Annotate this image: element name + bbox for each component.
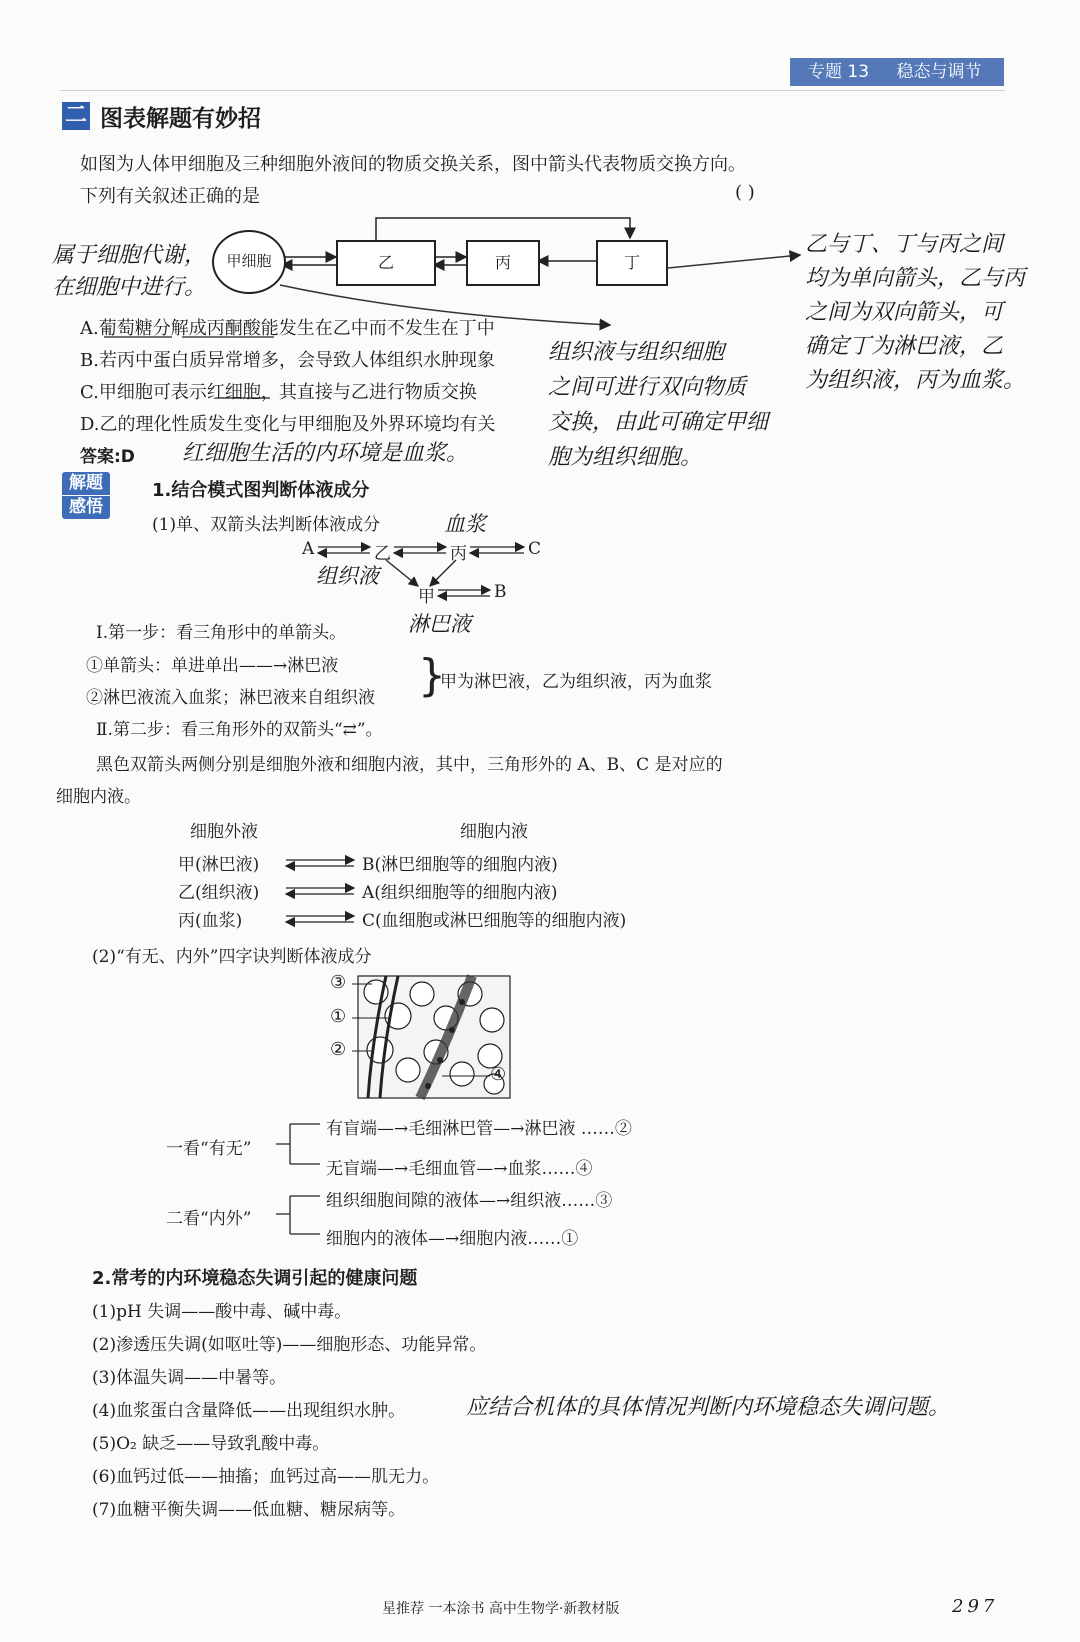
fig-label-4: ④ bbox=[490, 1064, 507, 1085]
fig-label-1: ① bbox=[330, 1006, 347, 1027]
note-tissue-line: 交换，由此可确定甲细 bbox=[548, 410, 769, 435]
pair-left: 乙(组织液) bbox=[178, 883, 260, 903]
problem-item: (7)血糖平衡失调——低血糖、糖尿病等。 bbox=[92, 1500, 406, 1520]
look-2-intracellular: 细胞内的液体—→细胞内液……① bbox=[326, 1229, 579, 1249]
note-tissue-line: 之间可进行双向物质 bbox=[548, 375, 747, 400]
insight-badge-top: 解题 bbox=[62, 472, 110, 496]
rule-single-arrow: ①单箭头：单进单出——→淋巴液 bbox=[86, 656, 339, 676]
section-title: 图表解题有妙招 bbox=[100, 106, 261, 132]
problem-item: (3)体温失调——中暑等。 bbox=[92, 1368, 287, 1388]
brace-icon: } bbox=[418, 650, 446, 701]
heading-mode-diagram: 1.结合模式图判断体液成分 bbox=[152, 480, 370, 501]
note-metabolism-1: 属于细胞代谢， bbox=[52, 243, 207, 268]
tri-label-jia: 甲 bbox=[418, 587, 435, 607]
box-ding: 丁 bbox=[596, 240, 668, 286]
tri-label-b: B bbox=[494, 582, 507, 602]
sub-four-words: (2)“有无、内外”四字诀判断体液成分 bbox=[92, 947, 372, 967]
step-one: Ⅰ.第一步：看三角形中的单箭头。 bbox=[96, 623, 347, 643]
box-yi: 乙 bbox=[336, 240, 436, 286]
problem-item: (2)渗透压失调(如呕吐等)——细胞形态、功能异常。 bbox=[92, 1335, 487, 1355]
option-a: A.葡萄糖分解成丙酮酸能发生在乙中而不发生在丁中 bbox=[80, 318, 495, 339]
box-bing: 丙 bbox=[466, 240, 540, 286]
note-arrow-line: 为组织液，丙为血浆。 bbox=[805, 368, 1026, 393]
fig-label-3: ③ bbox=[330, 972, 347, 993]
topic-number: 专题 13 bbox=[808, 62, 870, 82]
note-red-cell: 红细胞生活的内环境是血浆。 bbox=[182, 441, 469, 466]
pair-left: 丙(血浆) bbox=[178, 911, 243, 931]
note-judge-case: 应结合机体的具体情况判断内环境稳态失调问题。 bbox=[466, 1395, 951, 1420]
problem-item: (1)pH 失调——酸中毒、碱中毒。 bbox=[92, 1302, 352, 1322]
option-d: D.乙的理化性质发生变化与甲细胞及外界环境均有关 bbox=[80, 414, 496, 435]
page-number: 297 bbox=[952, 1596, 999, 1617]
question-stem-line1: 如图为人体甲细胞及三种细胞外液间的物质交换关系，图中箭头代表物质交换方向。 bbox=[80, 154, 746, 175]
hand-label-lymph: 淋巴液 bbox=[408, 612, 471, 636]
col-extracellular: 细胞外液 bbox=[190, 822, 258, 842]
tri-label-yi: 乙 bbox=[374, 544, 391, 564]
note-arrow-line: 乙与丁、丁与丙之间 bbox=[805, 232, 1004, 257]
pair-right: A(组织细胞等的细胞内液) bbox=[362, 883, 558, 903]
step-two: Ⅱ.第二步：看三角形外的双箭头“⇄”。 bbox=[96, 720, 383, 740]
tri-label-bing: 丙 bbox=[450, 544, 467, 564]
note-arrow-line: 确定丁为淋巴液，乙 bbox=[805, 334, 1004, 359]
heading-homeostasis-problems: 2.常考的内环境稳态失调引起的健康问题 bbox=[92, 1268, 418, 1289]
col-intracellular: 细胞内液 bbox=[460, 822, 528, 842]
question-stem-line2: 下列有关叙述正确的是 bbox=[80, 186, 260, 207]
option-b: B.若丙中蛋白质异常增多，会导致人体组织水肿现象 bbox=[80, 350, 495, 371]
answer-label: 答案:D bbox=[80, 447, 135, 467]
option-c: C.甲细胞可表示红细胞，其直接与乙进行物质交换 bbox=[80, 382, 477, 403]
note-arrow-line: 均为单向箭头，乙与丙 bbox=[805, 266, 1026, 291]
section-badge: 二 bbox=[62, 102, 90, 130]
look-1-no-blind-end: 无盲端—→毛细血管—→血浆……④ bbox=[326, 1159, 593, 1179]
note-tissue-line: 组织液与组织细胞 bbox=[548, 340, 725, 365]
topic-name: 稳态与调节 bbox=[896, 62, 982, 82]
para-line2: 细胞内液。 bbox=[56, 787, 141, 807]
hand-label-tissue: 组织液 bbox=[316, 564, 379, 588]
fig-label-2: ② bbox=[330, 1039, 347, 1060]
para-line1: 黑色双箭头两侧分别是细胞外液和细胞内液，其中，三角形外的 A、B、C 是对应的 bbox=[96, 755, 723, 775]
tri-label-c: C bbox=[528, 539, 542, 559]
answer-bracket: ( ) bbox=[735, 182, 755, 203]
note-arrow-line: 之间为双向箭头，可 bbox=[805, 300, 1004, 325]
tri-label-a: A bbox=[302, 539, 315, 559]
cell-jia-node: 甲细胞 bbox=[212, 230, 286, 294]
pair-left: 甲(淋巴液) bbox=[178, 855, 260, 875]
problem-item: (5)O₂ 缺乏——导致乳酸中毒。 bbox=[92, 1434, 330, 1454]
footer-book: 星推荐 一本涂书 高中生物学·新教材版 bbox=[382, 1601, 620, 1617]
hand-label-plasma: 血浆 bbox=[444, 512, 486, 536]
pair-right: B(淋巴细胞等的细胞内液) bbox=[362, 855, 558, 875]
sub-arrow-method: (1)单、双箭头法判断体液成分 bbox=[152, 515, 381, 535]
problem-item: (4)血浆蛋白含量降低——出现组织水肿。 bbox=[92, 1401, 406, 1421]
note-metabolism-2: 在细胞中进行。 bbox=[52, 275, 207, 300]
look-1-blind-end: 有盲端—→毛细淋巴管—→淋巴液 ……② bbox=[326, 1119, 632, 1139]
look-1-label: 一看“有无” bbox=[166, 1139, 252, 1159]
rule-lymph-flow: ②淋巴液流入血浆；淋巴液来自组织液 bbox=[86, 688, 375, 708]
pair-right: C(血细胞或淋巴细胞等的细胞内液) bbox=[362, 911, 627, 931]
look-2-label: 二看“内外” bbox=[166, 1209, 252, 1229]
look-2-interstitial: 组织细胞间隙的液体—→组织液……③ bbox=[326, 1191, 613, 1211]
insight-badge-bottom: 感悟 bbox=[69, 497, 103, 517]
problem-item: (6)血钙过低——抽搐；血钙过高——肌无力。 bbox=[92, 1467, 440, 1487]
note-tissue-line: 胞为组织细胞。 bbox=[548, 445, 703, 470]
rule-result: 甲为淋巴液，乙为组织液，丙为血浆 bbox=[440, 672, 712, 692]
